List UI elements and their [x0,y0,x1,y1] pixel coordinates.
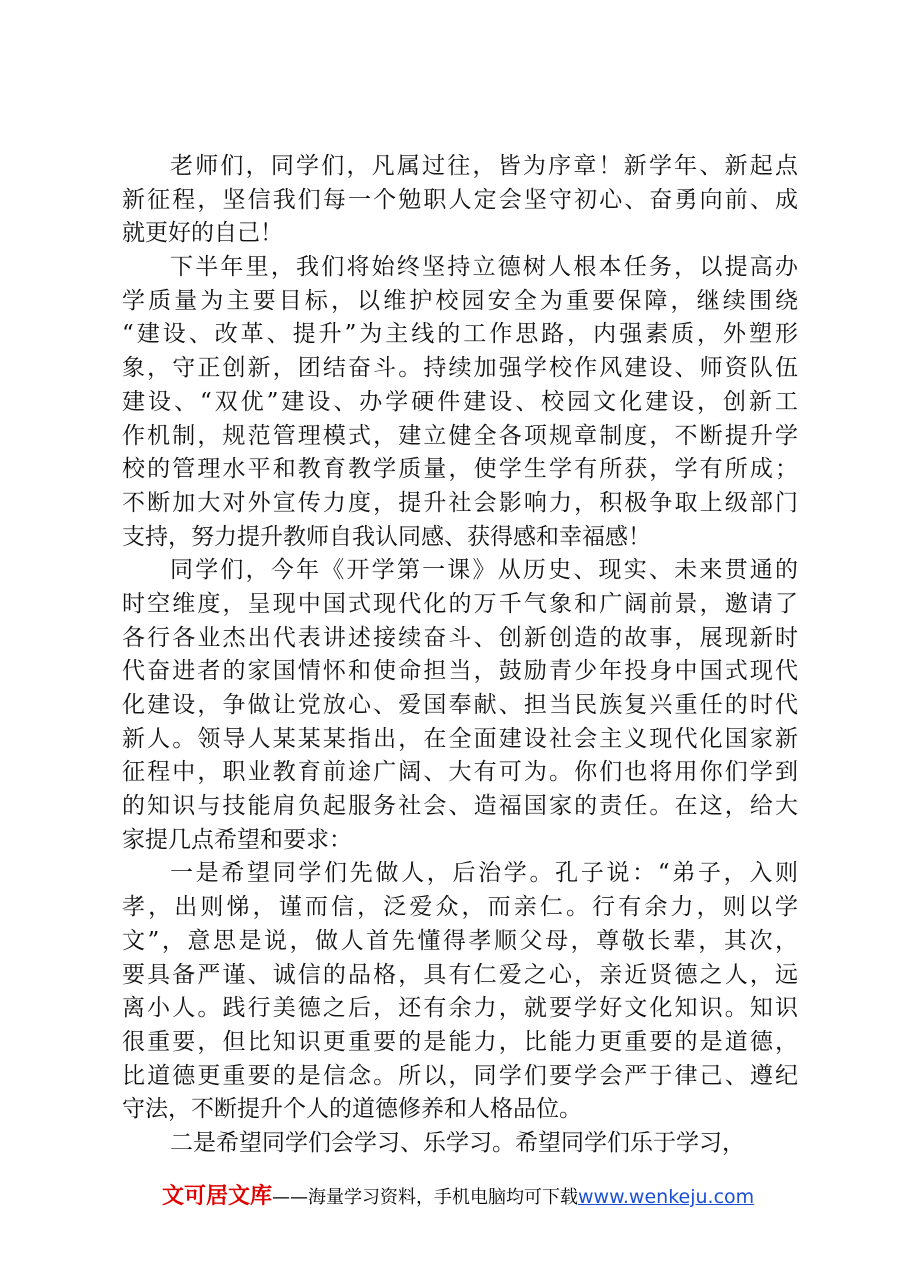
paragraph-2-line: 下半年里，我们将始终坚持立德树人根本任务，以提高办 [170,254,798,281]
footer-website-link[interactable]: www.wenkeju.com [578,1186,755,1208]
paragraph-3-line: 化建设，争做让党放心、爱国奉献、担当民族复兴重任的时代 [122,692,798,718]
paragraph-3-line: 各行各业杰出代表讲述接续奋斗、创新创造的故事，展现新时 [122,624,798,651]
paragraph-2-line: 作机制，规范管理模式，建立健全各项规章制度，不断提升学 [122,422,798,449]
paragraph-4-line: 比道德更重要的是信念。所以，同学们要学会严于律己、遵纪 [122,1062,798,1089]
paragraph-5-line: 二是希望同学们会学习、乐学习。希望同学们乐于学习， [170,1129,745,1156]
paragraph-1-line: 老师们，同学们，凡属过往，皆为序章！新学年、新起点 [170,153,798,179]
paragraph-3-line: 时空维度，呈现中国式现代化的万千气象和广阔前景，邀请了 [122,590,798,617]
paragraph-3-line: 同学们，今年《开学第一课》从历史、现实、未来贯通的 [170,557,798,584]
paragraph-3-line: 征程中，职业教育前途广阔、大有可为。你们也将用你们学到 [122,759,798,786]
paragraph-1-line: 新征程，坚信我们每一个勉职人定会坚守初心、奋勇向前、成 [122,186,798,213]
paragraph-1-line: 就更好的自己！ [122,220,283,247]
paragraph-4-line: 孝，出则悌，谨而信，泛爱众，而亲仁。行有余力，则以学 [122,894,798,921]
paragraph-2-line: 不断加大对外宣传力度，提升社会影响力，积极争取上级部门 [122,489,798,516]
paragraph-4-line: 离小人。践行美德之后，还有余力，就要学好文化知识。知识 [122,995,798,1022]
document-body [122,150,798,1161]
paragraph-2-line: 支持，努力提升教师自我认同感、获得感和幸福感！ [122,523,651,550]
paragraph-2-line: 学质量为主要目标，以维护校园安全为重要保障，继续围绕 [122,287,798,314]
paragraph-3-line: 的知识与技能肩负起服务社会、造福国家的责任。在这，给大 [122,793,798,820]
paragraph-4-line: 一是希望同学们先做人，后治学。孔子说：“弟子，入则 [170,860,798,887]
paragraph-4-line: 要具备严谨、诚信的品格，具有仁爱之心，亲近贤德之人，远 [122,961,798,988]
paragraph-2-line: “建设、改革、提升”为主线的工作思路，内强素质，外塑形 [122,321,798,348]
paragraph-4-line: 很重要，但比知识更重要的是能力，比能力更重要的是道德， [122,1028,798,1055]
paragraph-2-line: 建设、“双优”建设、办学硬件建设、校园文化建设，创新工 [122,388,798,415]
paragraph-4-line: 文”，意思是说，做人首先懂得孝顺父母，尊敬长辈，其次， [122,927,798,954]
paragraph-3-line: 新人。领导人某某某指出，在全面建设社会主义现代化国家新 [122,725,798,752]
paragraph-4-line: 守法，不断提升个人的道德修养和人格品位。 [122,1096,582,1123]
footer-banner [162,1182,754,1212]
footer-brand: 文可居文库 [162,1184,273,1209]
paragraph-3-line: 家提几点希望和要求： [122,826,352,853]
paragraph-2-line: 校的管理水平和教育教学质量，使学生学有所获，学有所成； [122,456,798,483]
paragraph-3-line: 代奋进者的家国情怀和使命担当，鼓励青少年投身中国式现代 [122,658,798,685]
footer-tagline: ——海量学习资料，手机电脑均可下载 [272,1187,579,1208]
paragraph-2-line: 象，守正创新，团结奋斗。持续加强学校作风建设、师资队伍 [122,355,798,382]
